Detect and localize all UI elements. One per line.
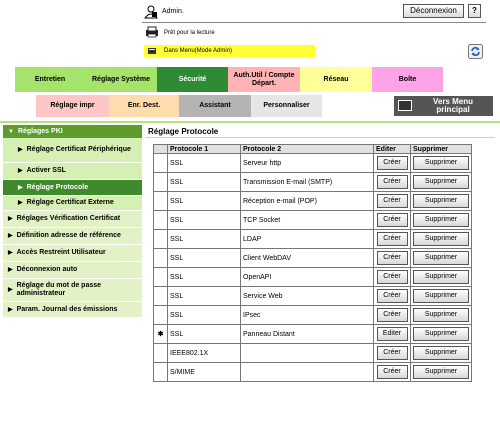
row-mark — [154, 230, 168, 249]
delete-cell — [411, 325, 472, 344]
admin-mode-text: Dans Menu(Mode Admin) — [164, 48, 233, 54]
table-header-row — [154, 145, 472, 154]
row-mark — [154, 268, 168, 287]
create-button[interactable]: Créer — [377, 251, 408, 265]
row-mark — [154, 249, 168, 268]
delete-button[interactable]: Supprimer — [413, 327, 469, 341]
delete-cell — [411, 287, 472, 306]
protocol-table — [153, 144, 472, 382]
row-mark — [154, 287, 168, 306]
tab-auth-util[interactable]: Auth.Util / Compte Départ. — [228, 67, 300, 92]
expand-arrow-icon: ▼ — [8, 128, 14, 135]
protocol-2-cell: Transmission E-mail (SMTP) — [241, 173, 374, 192]
row-mark — [154, 363, 168, 382]
delete-cell — [411, 211, 472, 230]
sidebar-item-label: Activer SSL — [26, 167, 66, 174]
protocol-1-cell: SSL — [168, 230, 241, 249]
protocol-1-cell: SSL — [168, 192, 241, 211]
tab-enr-dest[interactable]: Enr. Dest. — [109, 95, 179, 117]
main-menu-label: Vers Menu principal — [432, 97, 473, 114]
column-header-protocole-1: Protocole 1 — [168, 145, 241, 154]
tab-reglage-systeme[interactable]: Réglage Système — [85, 67, 157, 92]
sidebar-item-label: Réglages Vérification Certificat — [16, 215, 121, 222]
protocol-2-cell: LDAP — [241, 230, 374, 249]
create-button[interactable]: Créer — [377, 232, 408, 246]
arrow-icon: ▶ — [8, 306, 13, 313]
tab-personnaliser[interactable]: Personnaliser — [251, 95, 322, 117]
table-row — [154, 287, 472, 306]
protocol-1-cell: SSL — [168, 173, 241, 192]
edit-cell — [374, 211, 411, 230]
table-row — [154, 268, 472, 287]
column-header-supprimer: Supprimer — [411, 145, 472, 154]
table-row — [154, 154, 472, 173]
create-button[interactable]: Créer — [377, 308, 408, 322]
main-menu-icon — [398, 100, 412, 111]
row-mark — [154, 211, 168, 230]
tab-reglage-impr[interactable]: Réglage impr — [36, 95, 109, 117]
column-header-mark — [154, 145, 168, 154]
delete-cell — [411, 363, 472, 382]
protocol-1-cell: SSL — [168, 325, 241, 344]
sidebar-item-journal-emissions[interactable] — [3, 302, 142, 318]
create-button[interactable]: Créer — [377, 194, 408, 208]
row-mark — [154, 306, 168, 325]
edit-cell — [374, 363, 411, 382]
delete-cell — [411, 306, 472, 325]
menu-mode-icon — [147, 46, 157, 56]
table-row — [154, 230, 472, 249]
protocol-2-cell: OpenAPI — [241, 268, 374, 287]
protocol-2-cell: Service Web — [241, 287, 374, 306]
tab-entretien[interactable]: Entretien — [15, 67, 85, 92]
create-button[interactable]: Créer — [377, 270, 408, 284]
edit-cell — [374, 287, 411, 306]
edit-cell — [374, 154, 411, 173]
title-divider — [145, 137, 495, 138]
protocol-2-cell: IPsec — [241, 306, 374, 325]
delete-cell — [411, 249, 472, 268]
protocol-2-cell — [241, 344, 374, 363]
sidebar-item-certificat-externe[interactable] — [3, 196, 142, 211]
sidebar-item-reglage-protocole[interactable] — [3, 180, 142, 196]
sidebar-item-label: Param. Journal des émissions — [16, 305, 118, 313]
sidebar-item-verification-certificat[interactable] — [3, 211, 142, 228]
sidebar-item-label: Accès Restreint Utilisateur — [16, 249, 106, 256]
create-button[interactable]: Créer — [377, 289, 408, 303]
delete-cell — [411, 173, 472, 192]
sidebar-item-acces-restreint[interactable] — [3, 245, 142, 262]
row-mark — [154, 344, 168, 363]
header-divider — [142, 22, 486, 23]
protocol-1-cell: SSL — [168, 211, 241, 230]
delete-button[interactable]: Supprimer — [413, 346, 469, 360]
arrow-icon: ▶ — [8, 287, 13, 293]
help-button[interactable]: ? — [468, 4, 481, 18]
sidebar-item-label: Réglage Protocole — [26, 183, 89, 191]
arrow-icon: ▶ — [8, 216, 13, 222]
sidebar-item-activer-ssl[interactable] — [3, 163, 142, 180]
edit-cell — [374, 173, 411, 192]
section-divider — [0, 121, 500, 123]
sidebar-item-adresse-reference[interactable] — [3, 228, 142, 245]
table-row — [154, 306, 472, 325]
delete-button[interactable]: Supprimer — [413, 156, 469, 170]
create-button[interactable]: Créer — [377, 365, 408, 379]
arrow-icon: ▶ — [8, 233, 13, 239]
create-button[interactable]: Créer — [377, 175, 408, 189]
delete-button[interactable]: Supprimer — [413, 289, 469, 303]
column-header-editer: Editer — [374, 145, 411, 154]
logout-button[interactable]: Déconnexion — [403, 4, 464, 18]
protocol-1-cell: SSL — [168, 268, 241, 287]
delete-button[interactable]: Supprimer — [413, 232, 469, 246]
edit-cell — [374, 192, 411, 211]
column-header-protocole-2: Protocole 2 — [241, 145, 374, 154]
sidebar-item-label: Déconnexion auto — [16, 266, 78, 273]
delete-button[interactable]: Supprimer — [413, 270, 469, 284]
create-button[interactable]: Créer — [377, 346, 408, 360]
row-mark — [154, 154, 168, 173]
table-row — [154, 344, 472, 363]
protocol-1-cell: S/MIME — [168, 363, 241, 382]
protocol-1-cell: SSL — [168, 154, 241, 173]
protocol-2-cell: Client WebDAV — [241, 249, 374, 268]
delete-button[interactable]: Supprimer — [413, 308, 469, 322]
arrow-icon: ▶ — [18, 147, 23, 153]
create-button[interactable]: Créer — [377, 213, 408, 227]
edit-cell — [374, 306, 411, 325]
delete-button[interactable]: Supprimer — [413, 194, 469, 208]
table-row — [154, 192, 472, 211]
arrow-icon: ▶ — [18, 200, 23, 206]
arrow-icon: ▶ — [8, 250, 13, 256]
status-text: Prêt pour la lecture — [164, 30, 215, 36]
edit-cell — [374, 344, 411, 363]
tab-boite[interactable]: Boîte — [372, 67, 443, 92]
delete-cell — [411, 344, 472, 363]
delete-button[interactable]: Supprimer — [413, 251, 469, 265]
row-mark — [154, 173, 168, 192]
delete-cell — [411, 230, 472, 249]
protocol-1-cell: SSL — [168, 287, 241, 306]
tab-reseau[interactable]: Réseau — [300, 67, 372, 92]
main-menu-button[interactable] — [394, 96, 493, 116]
protocol-2-cell: TCP Socket — [241, 211, 374, 230]
page-title: Réglage Protocole — [148, 127, 219, 136]
arrow-icon: ▶ — [18, 168, 23, 174]
protocol-2-cell: Panneau Distant — [241, 325, 374, 344]
edit-cell — [374, 325, 411, 344]
sidebar-item-label: Réglage Certificat Périphérique — [26, 146, 131, 153]
edit-cell — [374, 249, 411, 268]
row-mark: ✱ — [154, 325, 168, 344]
sidebar-item-label: Réglages PKI — [17, 127, 63, 135]
admin-user-icon — [144, 5, 158, 19]
protocol-2-cell: Réception e-mail (POP) — [241, 192, 374, 211]
edit-button[interactable]: Editer — [377, 327, 408, 341]
protocol-1-cell: IEEE802.1X — [168, 344, 241, 363]
row-mark — [154, 192, 168, 211]
sidebar-item-mot-de-passe[interactable] — [3, 279, 142, 302]
protocol-2-cell: Serveur http — [241, 154, 374, 173]
sidebar-item-label: Définition adresse de référence — [16, 232, 121, 239]
table-row — [154, 249, 472, 268]
tab-securite[interactable]: Sécurité — [157, 67, 228, 92]
table-row — [154, 325, 472, 344]
arrow-icon: ▶ — [18, 184, 23, 191]
create-button[interactable]: Créer — [377, 156, 408, 170]
printer-icon — [145, 26, 159, 38]
table-row — [154, 211, 472, 230]
delete-button[interactable]: Supprimer — [413, 365, 469, 379]
delete-cell — [411, 154, 472, 173]
protocol-1-cell: SSL — [168, 249, 241, 268]
sidebar-item-certificat-peripherique[interactable] — [3, 138, 142, 163]
delete-cell — [411, 268, 472, 287]
protocol-2-cell — [241, 363, 374, 382]
delete-button[interactable]: Supprimer — [413, 175, 469, 189]
sidebar-item-deconnexion-auto[interactable] — [3, 262, 142, 279]
table-row — [154, 363, 472, 382]
sidebar-item-label: Réglage Certificat Externe — [26, 199, 114, 206]
arrow-icon: ▶ — [8, 267, 13, 273]
tab-assistant[interactable]: Assistant — [179, 95, 251, 117]
edit-cell — [374, 230, 411, 249]
sidebar-item-reglages-pki[interactable] — [3, 125, 142, 138]
sidebar-item-label: Réglage du mot de passe administrateur — [16, 282, 102, 297]
delete-cell — [411, 192, 472, 211]
delete-button[interactable]: Supprimer — [413, 213, 469, 227]
table-row — [154, 173, 472, 192]
edit-cell — [374, 268, 411, 287]
protocol-1-cell: SSL — [168, 306, 241, 325]
user-label: Admin. — [162, 8, 184, 15]
refresh-icon[interactable] — [468, 44, 483, 59]
